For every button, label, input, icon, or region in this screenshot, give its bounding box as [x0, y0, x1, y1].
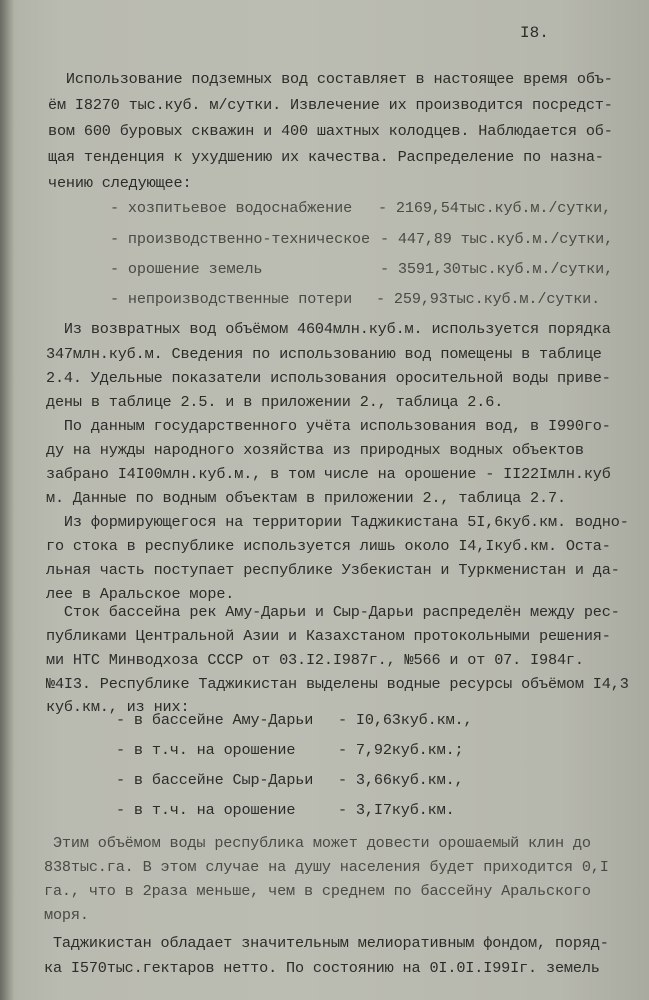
- list-item-label: - орошение земель: [110, 260, 263, 278]
- page-number: I8.: [520, 24, 549, 42]
- text-line: ми НТС Минводхоза СССР от 03.I2.I987г., №566 и от 07. I984г.: [46, 651, 584, 669]
- text-line: вом 600 буровых скважин и 400 шахтных колодцев. Наблюдается об-: [48, 122, 613, 140]
- list-item-label: - в т.ч. на орошение: [116, 741, 296, 759]
- list-item-value: - I0,63куб.км.,: [338, 711, 473, 729]
- text-line: Этим объёмом воды республика может довести орошаемый клин до: [44, 834, 591, 852]
- text-line: забрано I4I00млн.куб.м., в том числе на орошение - II22Iмлн.куб: [46, 465, 611, 483]
- list-item-label: - в т.ч. на орошение: [116, 801, 296, 819]
- text-line: №4I3. Республике Таджикистан выделены водные ресурсы объёмом I4,3: [46, 675, 629, 693]
- text-line: дены в таблице 2.5. и в приложении 2., таблица 2.6.: [46, 393, 504, 411]
- text-line: щая тенденция к ухудшению их качества. Распределение по назна-: [48, 148, 604, 166]
- page-edge-shadow: [0, 0, 14, 1000]
- list-item-value: - 3,66куб.км.,: [338, 771, 464, 789]
- list-item-label: - в бассейне Аму-Дарьи: [116, 711, 314, 729]
- list-item-label: - в бассейне Сыр-Дарьи: [116, 771, 314, 789]
- text-line: Таджикистан обладает значительным мелиоративным фондом, поряд-: [44, 934, 609, 952]
- text-line: го стока в республике используется лишь около I4,Iкуб.км. Оста-: [46, 537, 611, 555]
- text-line: льная часть поступает республике Узбекистан и Туркменистан и да-: [46, 561, 620, 579]
- text-line: публиками Центральной Азии и Казахстаном протокольными решения-: [46, 627, 611, 645]
- list-item-value: - 7,92куб.км.;: [338, 741, 464, 759]
- text-line: м. Данные по водным объектам в приложении 2., таблица 2.7.: [46, 489, 566, 507]
- text-line: ду на нужды народного хозяйства из природных водных объектов: [46, 441, 584, 459]
- text-line: Из формирующегося на территории Таджикистана 5I,6куб.км. водно-: [46, 513, 629, 531]
- list-item-label: - непроизводственные потери: [110, 290, 353, 308]
- text-line: чению следующее:: [48, 174, 192, 192]
- list-item-value: - 447,89 тыс.куб.м./сутки,: [380, 230, 614, 248]
- list-item-label: - хозпитьевое водоснабжение: [110, 199, 353, 217]
- list-item-value: - 3591,30тыс.куб.м./сутки,: [380, 260, 614, 278]
- list-item-label: - производственно-техническое: [110, 230, 370, 248]
- list-item-value: - 2169,54тыс.куб.м./сутки,: [378, 199, 612, 217]
- text-line: куб.км., из них:: [46, 698, 190, 716]
- text-line: 838тыс.га. В этом случае на душу населения будет приходится 0,I: [44, 858, 609, 876]
- text-line: ка I570тыс.гектаров нетто. По состоянию на 0I.0I.I99Iг. земель: [44, 959, 600, 977]
- list-item-value: - 3,I7куб.км.: [338, 801, 455, 819]
- text-line: лее в Аральское море.: [46, 585, 235, 603]
- text-line: ём I8270 тыс.куб. м/сутки. Извлечение их производится посредст-: [48, 96, 613, 114]
- text-line: га., что в 2раза меньше, чем в среднем по бассейну Аральского: [44, 882, 591, 900]
- text-line: моря.: [44, 906, 89, 924]
- list-item-value: - 259,93тыс.куб.м./сутки.: [376, 290, 601, 308]
- text-line: По данным государственного учёта использования вод, в I990го-: [46, 417, 611, 435]
- text-line: 2.4. Удельные показатели использования оросительной воды приве-: [46, 369, 611, 387]
- text-line: Из возвратных вод объёмом 4604млн.куб.м. используется порядка: [46, 320, 611, 338]
- text-line: 347млн.куб.м. Сведения по использованию вод помещены в таблице: [46, 345, 602, 363]
- text-line: Использование подземных вод составляет в настоящее время объ-: [48, 70, 613, 88]
- text-line: Сток бассейна рек Аму-Дарьи и Сыр-Дарьи распределён между рес-: [46, 603, 620, 621]
